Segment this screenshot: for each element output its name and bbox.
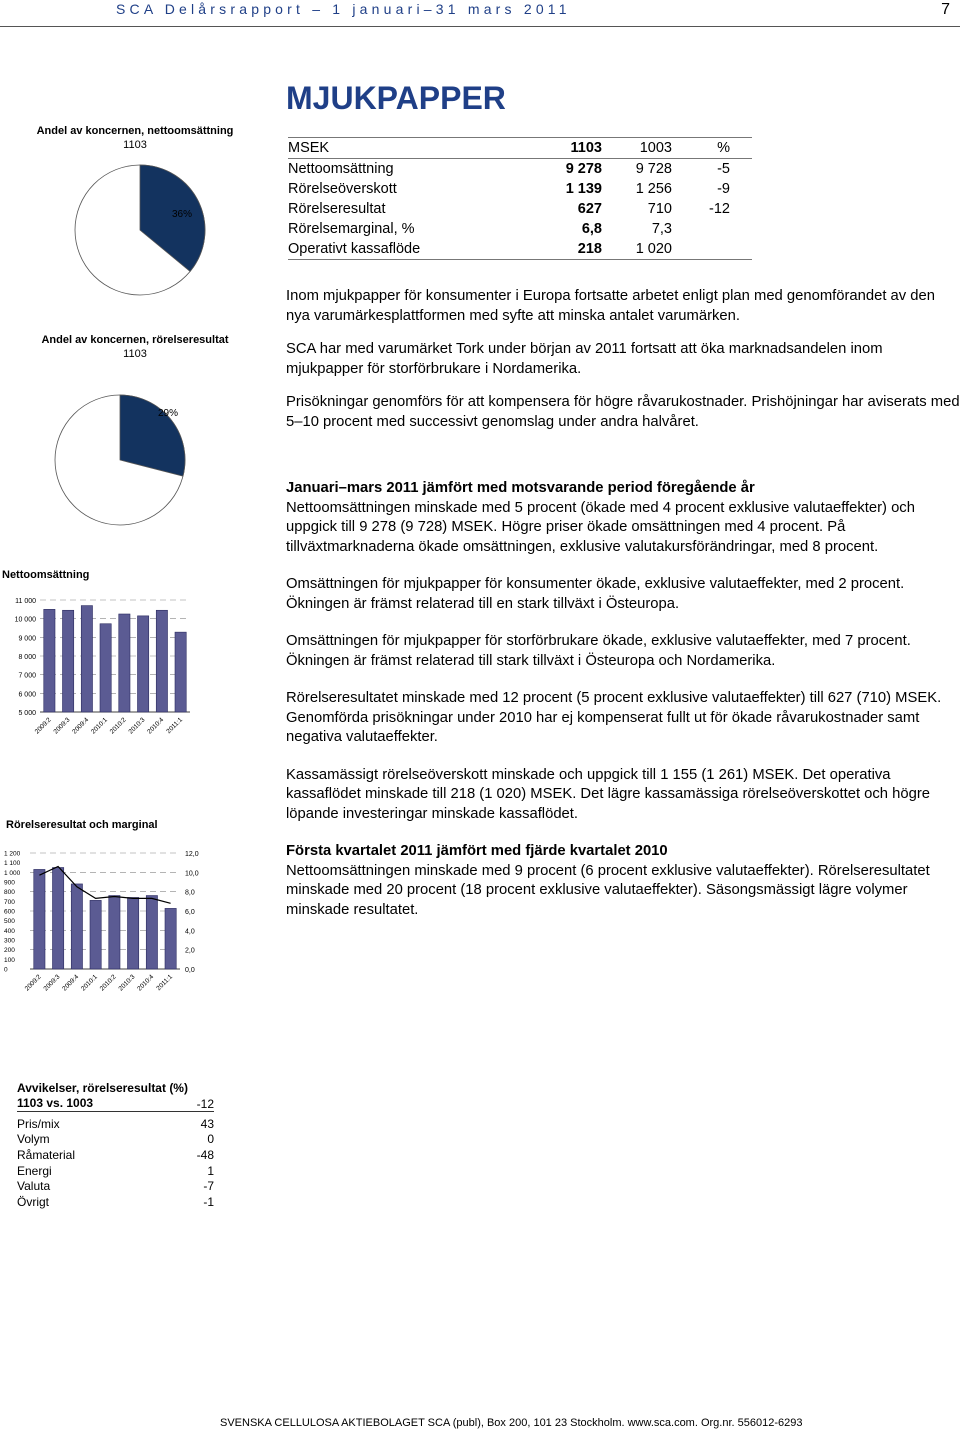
kf-percent: -9 [717, 181, 730, 197]
paragraph: Nettoomsättningen minskade med 5 procent (ökade med 4 procent exklusive valutaeffekter) och uppgick till 9 278 (9 728) MSEK. Högre priser ökade omsättningen med 4 procent. På tillväxtmarknaderna ökade omsättningen, exklusive valutakursförändringar, med 8 procent. [286, 499, 915, 555]
deviations-table [17, 1116, 214, 1210]
y-tick-label: 400 [4, 927, 15, 935]
table-row [288, 219, 752, 239]
x-tick-label: 2010:1 [90, 716, 110, 736]
deviation-value: 43 [200, 1116, 214, 1131]
y-tick-label: 1 100 [4, 860, 21, 868]
bar [165, 908, 176, 969]
x-tick-label: 2011:1 [155, 973, 175, 993]
y-tick-label: 1 000 [4, 869, 21, 877]
kf-label: Rörelseöverskott [288, 181, 397, 197]
paragraph: Nettoomsättningen minskade med 9 procent (6 procent exklusive valutaeffekter). Rörelseresultatet minskade med 20 procent (18 procent exklusive valutaeffekter). Säsongsmässigt lägre volymer minskade resultatet. [286, 862, 930, 918]
table-row [17, 1116, 214, 1132]
y-tick-label: 700 [4, 898, 15, 906]
deviations-divider [17, 1111, 214, 1112]
kf-current: 218 [514, 239, 602, 260]
key-figures-table [288, 137, 752, 260]
y-tick-label: 1 200 [4, 850, 21, 858]
x-tick-label: 2010:1 [80, 973, 100, 993]
deviation-label: Pris/mix [17, 1116, 60, 1131]
kf-current: 6,8 [581, 221, 602, 237]
subheading: Första kvartalet 2011 jämfört med fjärde kvartalet 2010 [286, 843, 668, 859]
x-tick-label: 2010:4 [136, 973, 156, 993]
x-tick-label: 2010:4 [146, 716, 166, 736]
bar [71, 884, 82, 969]
y-tick-label: 5 000 [18, 710, 36, 717]
kf-previous: 1 020 [602, 239, 672, 260]
y-tick-label: 200 [4, 947, 15, 955]
y2-tick-label: 0,0 [185, 967, 195, 974]
x-tick-label: 2009:2 [23, 973, 43, 993]
pie-sales-chart [70, 160, 210, 300]
y-tick-label: 600 [4, 908, 15, 916]
y-tick-label: 11 000 [15, 598, 36, 605]
bar [128, 897, 139, 969]
table-row [288, 179, 752, 199]
x-tick-label: 2010:3 [127, 716, 147, 736]
paragraph: Rörelseresultatet minskade med 12 procent (5 procent exklusive valutaeffekter) till 627 (710) MSEK. Genomförda prisökningar under 2010 har ej kompenserat fullt ut för ökade råvarukostnader samt negativa valutaeffekter. [286, 690, 942, 745]
kf-label: Rörelsemarginal, % [288, 221, 415, 237]
x-tick-label: 2009:3 [42, 973, 62, 993]
deviation-label: Övrigt [17, 1194, 50, 1209]
kf-percent [672, 219, 752, 239]
period-comparison-text [286, 479, 960, 920]
kf-label: Rörelseresultat [288, 201, 386, 217]
x-tick-label: 2009:3 [52, 716, 72, 736]
deviation-label: Volym [17, 1132, 50, 1147]
bar [81, 606, 92, 712]
kf-col-percent: % [672, 138, 752, 159]
kf-col-current: 1103 [514, 138, 602, 159]
sales-bar-chart [0, 585, 200, 755]
x-tick-label: 2009:4 [71, 716, 91, 736]
y2-tick-label: 6,0 [185, 909, 195, 916]
table-row [288, 239, 752, 260]
header-divider [0, 26, 960, 27]
deviations-total: -12 [196, 1097, 214, 1111]
y-tick-label: 0 [4, 966, 8, 974]
deviation-value: -7 [203, 1179, 214, 1194]
y-tick-label: 7 000 [18, 672, 36, 680]
footer-address: SVENSKA CELLULOSA AKTIEBOLAGET SCA (publ), Box 200, 101 23 Stockholm. www.sca.com. Org.nr. 556012-6293 [220, 1417, 803, 1429]
bar [53, 868, 64, 970]
y2-tick-label: 10,0 [185, 870, 199, 878]
bar [109, 896, 120, 969]
deviation-value: -1 [203, 1194, 214, 1209]
y2-tick-label: 12,0 [185, 851, 199, 858]
kf-label: Operativt kassaflöde [288, 239, 514, 260]
bar [44, 609, 55, 712]
kf-label: Nettoomsättning [288, 161, 394, 177]
subheading: Januari–mars 2011 jämfört med motsvarande period föregående år [286, 480, 755, 496]
kf-percent: -12 [709, 201, 730, 217]
table-row [288, 159, 752, 180]
key-figures-header-row [288, 138, 752, 159]
y2-tick-label: 4,0 [185, 928, 195, 936]
table-row [17, 1163, 214, 1179]
bar [63, 610, 74, 712]
x-tick-label: 2010:2 [98, 973, 118, 993]
pie-ebit-label: 29% [158, 408, 179, 419]
kf-previous: 9 728 [635, 161, 672, 177]
paragraph: Omsättningen för mjukpapper för konsumenter ökade, exklusive valutaeffekter, med 2 procent. Ökningen är främst relaterad till en stark tillväxt i Östeuropa. [286, 576, 905, 612]
y-tick-label: 8 000 [18, 654, 36, 661]
pie-ebit-period: 1103 [123, 348, 147, 360]
table-row [288, 199, 752, 219]
bar [156, 610, 167, 712]
x-tick-label: 2010:2 [108, 716, 128, 736]
deviation-label: Energi [17, 1163, 52, 1178]
x-tick-label: 2009:2 [33, 716, 53, 736]
y-tick-label: 900 [4, 879, 15, 887]
bar [90, 900, 101, 969]
bar [34, 869, 45, 969]
pie-sales-label: 36% [172, 209, 193, 220]
deviation-value: 0 [207, 1132, 214, 1147]
deviation-label: Råmaterial [17, 1147, 76, 1162]
table-row [17, 1194, 214, 1210]
deviations-title: Avvikelser, rörelseresultat (%) [17, 1081, 188, 1095]
bar [119, 614, 130, 712]
kf-col-previous: 1003 [602, 138, 672, 159]
kf-current: 1 139 [565, 181, 602, 197]
paragraph: Inom mjukpapper för konsumenter i Europa fortsatte arbetet enligt plan med genomförandet av den nya varumärkesplattformen med syfte att minska antalet varumärken. [286, 288, 935, 324]
pie-ebit-title: Andel av koncernen, rörelseresultat [41, 334, 229, 346]
bar [138, 616, 149, 712]
paragraph: Kassamässigt rörelseöverskott minskade och uppgick till 1 155 (1 261) MSEK. Det operativa kassaflödet minskade till 218 (1 020) MSEK. Det lägre kassamässiga rörelseöverskottet och högre löpande investeringar minskade kassaflödet. [286, 766, 930, 822]
y2-tick-label: 8,0 [185, 889, 195, 897]
table-row [17, 1132, 214, 1148]
kf-previous: 1 256 [635, 181, 672, 197]
kf-previous: 710 [647, 201, 672, 217]
paragraph: Prisökningar genomförs för att kompensera för högre råvarukostnader. Prishöjningar har aviserats med 5–10 procent med successivt genomslag under andra halvåret. [286, 394, 960, 430]
x-tick-label: 2009:4 [61, 973, 81, 993]
y-tick-label: 500 [4, 918, 15, 926]
kf-percent [672, 239, 752, 260]
bar [100, 624, 111, 712]
pie-sales-period: 1103 [123, 139, 147, 151]
ebit-chart-title: Rörelseresultat och marginal [6, 819, 158, 831]
bar [175, 632, 186, 712]
sales-chart-title: Nettoomsättning [2, 569, 90, 581]
kf-current: 627 [577, 201, 602, 217]
y-tick-label: 10 000 [14, 616, 36, 624]
deviations-comparison-label: 1103 vs. 1003 [17, 1096, 94, 1110]
x-tick-label: 2011:1 [165, 716, 185, 736]
kf-percent: -5 [717, 161, 730, 177]
paragraph: SCA har med varumärket Tork under början av 2011 fortsatt att öka marknadsandelen inom mjukpapper för storförbrukare i Nordamerika. [286, 341, 883, 377]
report-title: SCA Delårsrapport – 1 januari–31 mars 2011 [116, 1, 571, 17]
pie-sales-title: Andel av koncernen, nettoomsättning [36, 125, 234, 137]
y-tick-label: 9 000 [18, 635, 36, 643]
kf-current: 9 278 [565, 161, 602, 177]
section-title: MJUKPAPPER [286, 80, 506, 116]
y-tick-label: 6 000 [18, 691, 36, 699]
deviation-value: -48 [196, 1147, 214, 1162]
y-tick-label: 800 [4, 889, 15, 897]
y2-tick-label: 2,0 [185, 947, 195, 955]
page-number: 7 [941, 1, 950, 18]
intro-text [286, 287, 960, 432]
kf-col-label: MSEK [288, 138, 514, 159]
table-row [17, 1178, 214, 1194]
y-tick-label: 300 [4, 937, 15, 945]
paragraph: Omsättningen för mjukpapper för storförbrukare ökade, exklusive valutaeffekter, med 7 procent. Ökningen är främst relaterad till stark tillväxt i Östeuropa och Nordamerika. [286, 633, 911, 669]
ebit-bar-chart [0, 843, 220, 1003]
deviation-value: 1 [207, 1163, 214, 1178]
y-tick-label: 100 [4, 956, 15, 964]
table-row [17, 1147, 214, 1163]
deviation-label: Valuta [17, 1179, 51, 1194]
kf-previous: 7,3 [651, 221, 672, 237]
bar [146, 896, 157, 969]
x-tick-label: 2010:3 [117, 973, 137, 993]
